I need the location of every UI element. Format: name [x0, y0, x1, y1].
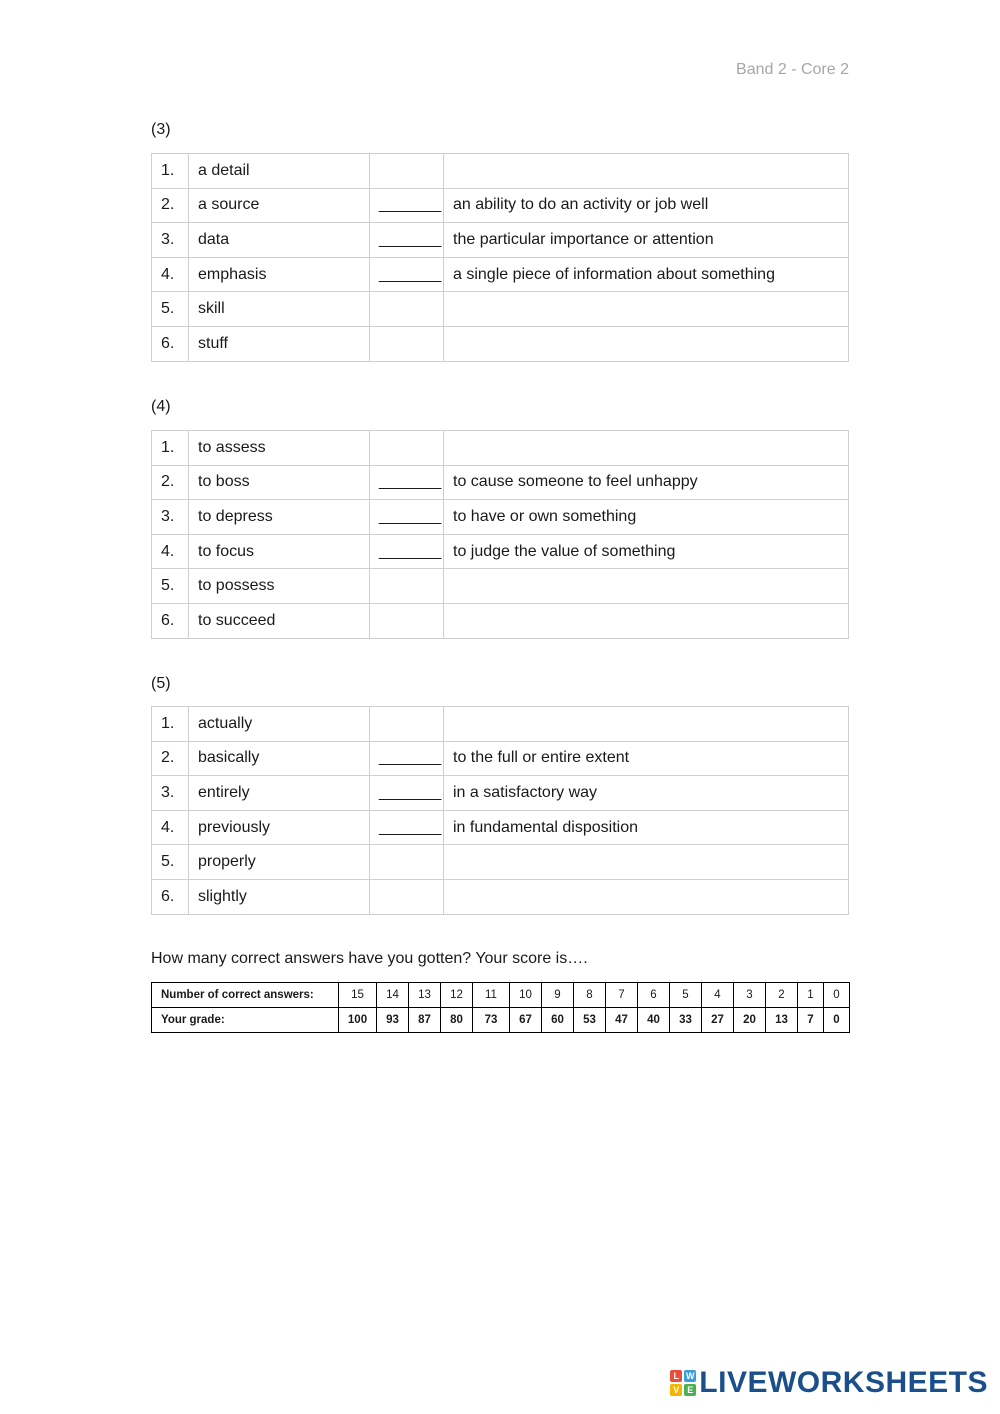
logo-tile: V [670, 1384, 682, 1396]
row-number: 4. [152, 534, 189, 569]
table-row [152, 603, 849, 638]
grade-label: Your grade: [152, 1008, 339, 1033]
answer-count-cell: 14 [377, 983, 409, 1008]
table-row [152, 188, 849, 223]
answer-count-cell: 1 [798, 983, 824, 1008]
grade-cell: 73 [473, 1008, 510, 1033]
row-number: 6. [152, 326, 189, 361]
table-row [152, 500, 849, 535]
row-number: 4. [152, 257, 189, 292]
vocabulary-word: to possess [189, 569, 370, 604]
row-number: 4. [152, 810, 189, 845]
table-body [152, 431, 849, 639]
vocabulary-word: entirely [189, 776, 370, 811]
answer-blank[interactable]: _______ [370, 776, 444, 811]
definition [444, 431, 849, 466]
answer-blank [370, 603, 444, 638]
definition [444, 292, 849, 327]
definition [444, 326, 849, 361]
score-table [151, 982, 850, 1033]
vocabulary-word: to assess [189, 431, 370, 466]
table-body [152, 707, 849, 915]
row-number: 6. [152, 603, 189, 638]
table-body [152, 154, 849, 362]
row-number: 2. [152, 741, 189, 776]
answer-count-cell: 8 [574, 983, 606, 1008]
answers-label: Number of correct answers: [152, 983, 339, 1008]
definition [444, 845, 849, 880]
answer-blank [370, 879, 444, 914]
definition [444, 707, 849, 742]
grade-cell: 33 [670, 1008, 702, 1033]
score-grades-row [152, 1008, 850, 1033]
answer-count-cell: 5 [670, 983, 702, 1008]
vocabulary-word: stuff [189, 326, 370, 361]
answer-blank[interactable]: _______ [370, 810, 444, 845]
answer-count-cell: 9 [542, 983, 574, 1008]
vocabulary-word: actually [189, 707, 370, 742]
logo-tile: E [684, 1384, 696, 1396]
row-number: 1. [152, 154, 189, 189]
vocabulary-word: to succeed [189, 603, 370, 638]
vocabulary-word: skill [189, 292, 370, 327]
section-label-3: (3) [151, 121, 171, 138]
vocabulary-word: basically [189, 741, 370, 776]
definition: an ability to do an activity or job well [444, 188, 849, 223]
vocabulary-word: to boss [189, 465, 370, 500]
grade-cell: 60 [542, 1008, 574, 1033]
matching-table-4 [151, 430, 849, 639]
answer-count-cell: 10 [510, 983, 542, 1008]
answer-count-cell: 12 [441, 983, 473, 1008]
logo-text: LIVEWORKSHEETS [699, 1366, 988, 1399]
answer-count-cell: 11 [473, 983, 510, 1008]
grade-cell: 27 [702, 1008, 734, 1033]
answer-blank[interactable]: _______ [370, 741, 444, 776]
vocabulary-word: previously [189, 810, 370, 845]
row-number: 1. [152, 707, 189, 742]
row-number: 5. [152, 569, 189, 604]
grade-cell: 87 [409, 1008, 441, 1033]
section-label-5: (5) [151, 675, 171, 692]
definition: in fundamental disposition [444, 810, 849, 845]
table-row [152, 569, 849, 604]
vocabulary-word: data [189, 223, 370, 258]
table-row [152, 223, 849, 258]
table-row [152, 879, 849, 914]
row-number: 3. [152, 223, 189, 258]
table-row [152, 257, 849, 292]
table-row [152, 154, 849, 189]
table-row [152, 776, 849, 811]
vocabulary-word: to depress [189, 500, 370, 535]
table-row [152, 326, 849, 361]
grade-cell: 0 [824, 1008, 850, 1033]
grade-cell: 67 [510, 1008, 542, 1033]
score-answers-row [152, 983, 850, 1008]
answer-count-cell: 3 [734, 983, 766, 1008]
table-row [152, 810, 849, 845]
section-label-4: (4) [151, 398, 171, 415]
answer-blank[interactable]: _______ [370, 188, 444, 223]
matching-table-3 [151, 153, 849, 362]
vocabulary-word: slightly [189, 879, 370, 914]
page-header: Band 2 - Core 2 [736, 61, 849, 78]
answer-count-cell: 7 [606, 983, 638, 1008]
table-row [152, 741, 849, 776]
answer-blank[interactable]: _______ [370, 257, 444, 292]
row-number: 1. [152, 431, 189, 466]
answer-blank [370, 326, 444, 361]
grade-cell: 13 [766, 1008, 798, 1033]
answer-blank [370, 292, 444, 327]
answer-blank [370, 707, 444, 742]
row-number: 5. [152, 292, 189, 327]
table-row [152, 431, 849, 466]
matching-table-5 [151, 706, 849, 915]
score-question: How many correct answers have you gotten? Your score is…. [151, 950, 588, 967]
grade-cell: 7 [798, 1008, 824, 1033]
definition: a single piece of information about something [444, 257, 849, 292]
row-number: 2. [152, 188, 189, 223]
definition [444, 154, 849, 189]
row-number: 3. [152, 776, 189, 811]
grade-cell: 53 [574, 1008, 606, 1033]
answer-blank[interactable]: _______ [370, 465, 444, 500]
grade-cell: 100 [339, 1008, 377, 1033]
table-row [152, 707, 849, 742]
table-row [152, 292, 849, 327]
answer-count-cell: 4 [702, 983, 734, 1008]
row-number: 2. [152, 465, 189, 500]
row-number: 5. [152, 845, 189, 880]
answer-blank[interactable]: _______ [370, 500, 444, 535]
table-row [152, 534, 849, 569]
definition [444, 879, 849, 914]
vocabulary-word: to focus [189, 534, 370, 569]
grade-cell: 20 [734, 1008, 766, 1033]
answer-blank[interactable]: _______ [370, 534, 444, 569]
grade-cell: 93 [377, 1008, 409, 1033]
vocabulary-word: emphasis [189, 257, 370, 292]
logo-tile: W [686, 1371, 695, 1381]
logo-tile: L [670, 1370, 682, 1382]
vocabulary-word: a source [189, 188, 370, 223]
table-row [152, 845, 849, 880]
grade-cell: 40 [638, 1008, 670, 1033]
definition: to have or own something [444, 500, 849, 535]
vocabulary-word: a detail [189, 154, 370, 189]
answer-count-cell: 2 [766, 983, 798, 1008]
logo-icon [670, 1370, 696, 1396]
vocabulary-word: properly [189, 845, 370, 880]
answer-blank [370, 154, 444, 189]
grade-cell: 47 [606, 1008, 638, 1033]
liveworksheets-logo [670, 1368, 988, 1398]
answer-count-cell: 13 [409, 983, 441, 1008]
row-number: 3. [152, 500, 189, 535]
definition: to the full or entire extent [444, 741, 849, 776]
answer-count-cell: 6 [638, 983, 670, 1008]
answer-blank[interactable]: _______ [370, 223, 444, 258]
definition: to judge the value of something [444, 534, 849, 569]
definition [444, 569, 849, 604]
answer-blank [370, 569, 444, 604]
row-number: 6. [152, 879, 189, 914]
answer-blank [370, 845, 444, 880]
definition: the particular importance or attention [444, 223, 849, 258]
definition: in a satisfactory way [444, 776, 849, 811]
grade-cell: 80 [441, 1008, 473, 1033]
answer-count-cell: 15 [339, 983, 377, 1008]
answer-blank [370, 431, 444, 466]
definition [444, 603, 849, 638]
table-row [152, 465, 849, 500]
definition: to cause someone to feel unhappy [444, 465, 849, 500]
answer-count-cell: 0 [824, 983, 850, 1008]
